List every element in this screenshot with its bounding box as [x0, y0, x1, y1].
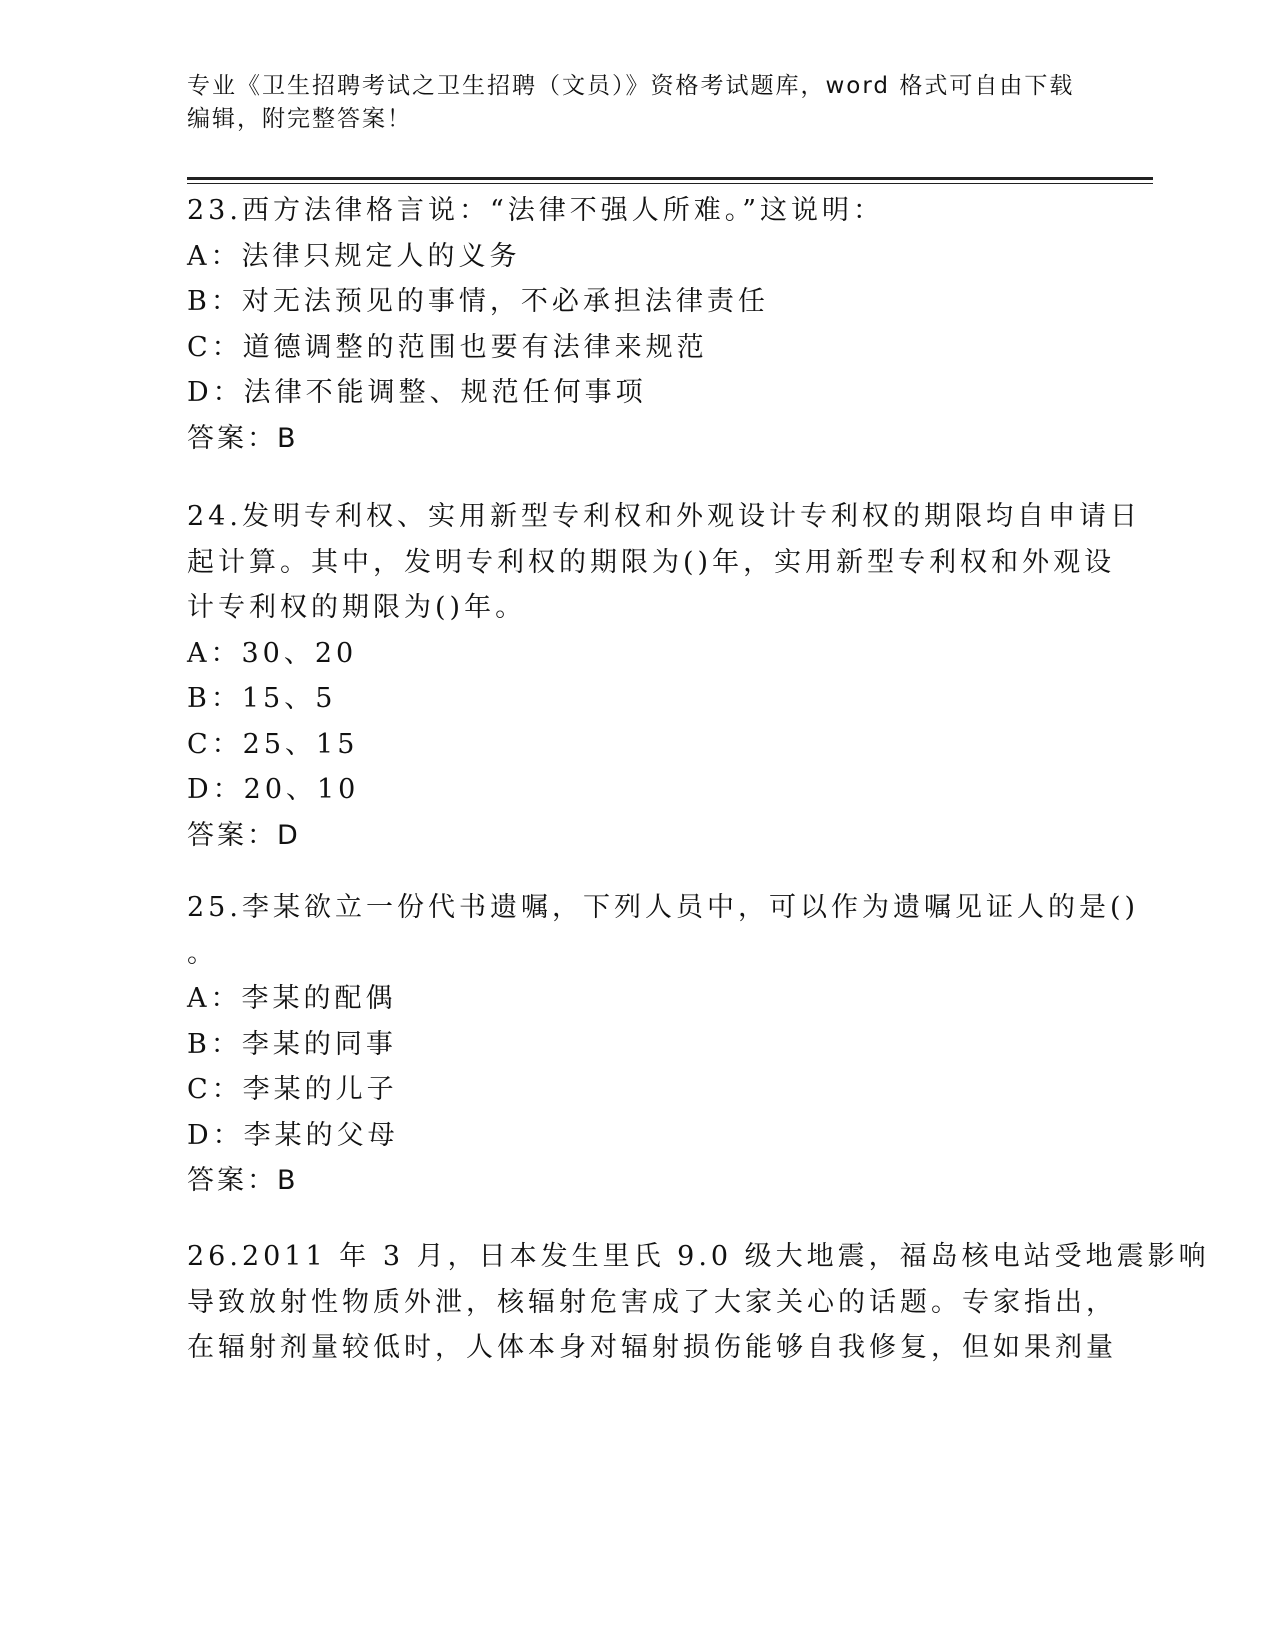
answer-label: 答案：D	[187, 819, 301, 851]
header-divider-thick	[187, 177, 1153, 180]
option-b: B：对无法预见的事情，不必承担法律责任	[187, 286, 769, 317]
option-a: A：李某的配偶	[187, 983, 397, 1014]
option-d: D：法律不能调整、规范任何事项	[187, 377, 647, 408]
option-d: D：李某的父母	[187, 1119, 399, 1151]
option-c: C：道德调整的范围也要有法律来规范	[187, 331, 708, 363]
option-a: A：30、20	[187, 637, 358, 669]
option-a: A：法律只规定人的义务	[187, 240, 521, 272]
question-24	[187, 494, 1141, 858]
option-b: B：李某的同事	[187, 1028, 397, 1060]
option-d: D：20、10	[187, 774, 360, 805]
option-c: C：李某的儿子	[187, 1074, 398, 1105]
question-stem-line-1: 26.2011 年 3 月，日本发生里氏 9.0 级大地震，福岛核电站受地震影响	[187, 1241, 1210, 1272]
answer-label: 答案：B	[187, 422, 299, 454]
question-stem-line-1: 24.发明专利权、实用新型专利权和外观设计专利权的期限均自申请日	[187, 501, 1141, 532]
question-stem: 23.西方法律格言说：“法律不强人所难。”这说明：	[187, 195, 885, 226]
question-stem-line-2: 。	[187, 937, 218, 969]
question-stem-line-2: 起计算。其中，发明专利权的期限为()年，实用新型专利权和外观设	[187, 546, 1116, 578]
header-line-1: 专业《卫生招聘考试之卫生招聘（文员）》资格考试题库，word 格式可自由下载	[187, 73, 1075, 99]
header-divider-thin	[187, 183, 1153, 184]
question-stem-line-3: 在辐射剂量较低时，人体本身对辐射损伤能够自我修复，但如果剂量	[187, 1332, 1117, 1363]
question-stem-line-2: 导致放射性物质外泄，核辐射危害成了大家关心的话题。专家指出，	[187, 1286, 1117, 1318]
question-25	[187, 885, 1140, 1204]
question-23	[187, 188, 1087, 461]
header-line-2: 编辑，附完整答案！	[187, 106, 412, 132]
question-26	[187, 1234, 1210, 1371]
question-stem-line-1: 25.李某欲立一份代书遗嘱，下列人员中，可以作为遗嘱见证人的是()	[187, 892, 1140, 923]
option-b: B：15、5	[187, 683, 337, 714]
document-header	[187, 70, 1087, 136]
option-c: C：25、15	[187, 728, 359, 760]
answer-label: 答案：B	[187, 1165, 299, 1196]
question-stem-line-3: 计专利权的期限为()年。	[187, 592, 527, 623]
